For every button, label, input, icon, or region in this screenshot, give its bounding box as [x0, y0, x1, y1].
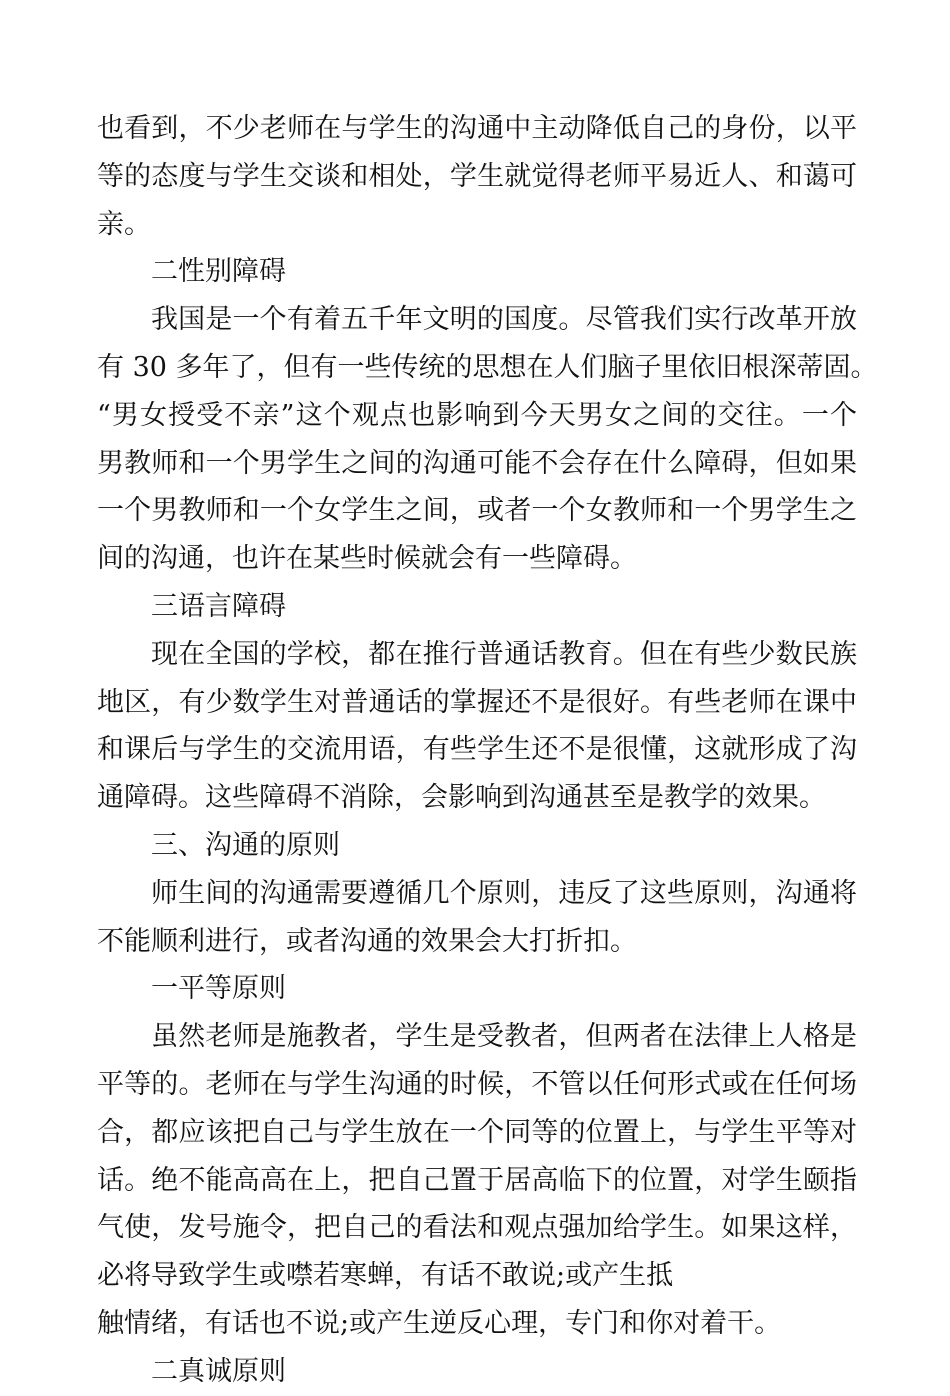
section-heading: 二性别障碍	[151, 256, 286, 288]
text-line: “男女授受不亲”这个观点也影响到今天男女之间的交往。一个	[97, 399, 857, 431]
text-line: 亲。	[97, 208, 151, 240]
paragraph-first-line: 师生间的沟通需要遵循几个原则，违反了这些原则，沟通将	[151, 877, 857, 909]
text-line: 必将导致学生或噤若寒蝉，有话不敢说;或产生抵	[97, 1260, 674, 1292]
text-line: 触情绪，有话也不说;或产生逆反心理，专门和你对着干。	[97, 1307, 782, 1339]
paragraph-first-line: 现在全国的学校，都在推行普通话教育。但在有些少数民族	[151, 638, 857, 670]
text-line: 地区，有少数学生对普通话的掌握还不是很好。有些老师在课中	[97, 686, 857, 718]
text-line: 一个男教师和一个女学生之间，或者一个女教师和一个男学生之	[97, 495, 857, 527]
paragraph-first-line: 我国是一个有着五千年文明的国度。尽管我们实行改革开放	[151, 304, 857, 336]
text-line: 等的态度与学生交谈和相处，学生就觉得老师平易近人、和蔼可	[97, 160, 857, 192]
text-line: 气使，发号施令，把自己的看法和观点强加给学生。如果这样，	[97, 1212, 857, 1244]
text-line: 通障碍。这些障碍不消除，会影响到沟通甚至是教学的效果。	[97, 782, 826, 814]
text-line: 平等的。老师在与学生沟通的时候，不管以任何形式或在任何场	[97, 1068, 857, 1100]
text-line: 不能顺利进行，或者沟通的效果会大打折扣。	[97, 925, 637, 957]
text-line: 间的沟通，也许在某些时候就会有一些障碍。	[97, 543, 637, 575]
text-line: 话。绝不能高高在上，把自己置于居高临下的位置，对学生颐指	[97, 1164, 857, 1196]
text-line: 男教师和一个男学生之间的沟通可能不会存在什么障碍，但如果	[97, 447, 857, 479]
section-heading: 一平等原则	[151, 973, 286, 1005]
text-line: 也看到，不少老师在与学生的沟通中主动降低自己的身份，以平	[97, 113, 857, 144]
document-body	[97, 105, 878, 1396]
text-line: 有 30 多年了，但有一些传统的思想在人们脑子里依旧根深蒂固。	[97, 351, 878, 383]
paragraph-first-line: 虽然老师是施教者，学生是受教者，但两者在法律上人格是	[151, 1021, 857, 1053]
section-heading: 三、沟通的原则	[151, 829, 340, 861]
section-heading: 三语言障碍	[151, 590, 286, 622]
section-heading: 二真诚原则	[151, 1355, 286, 1387]
text-line: 合，都应该把自己与学生放在一个同等的位置上，与学生平等对	[97, 1116, 857, 1148]
text-line: 和课后与学生的交流用语，有些学生还不是很懂，这就形成了沟	[97, 734, 857, 766]
